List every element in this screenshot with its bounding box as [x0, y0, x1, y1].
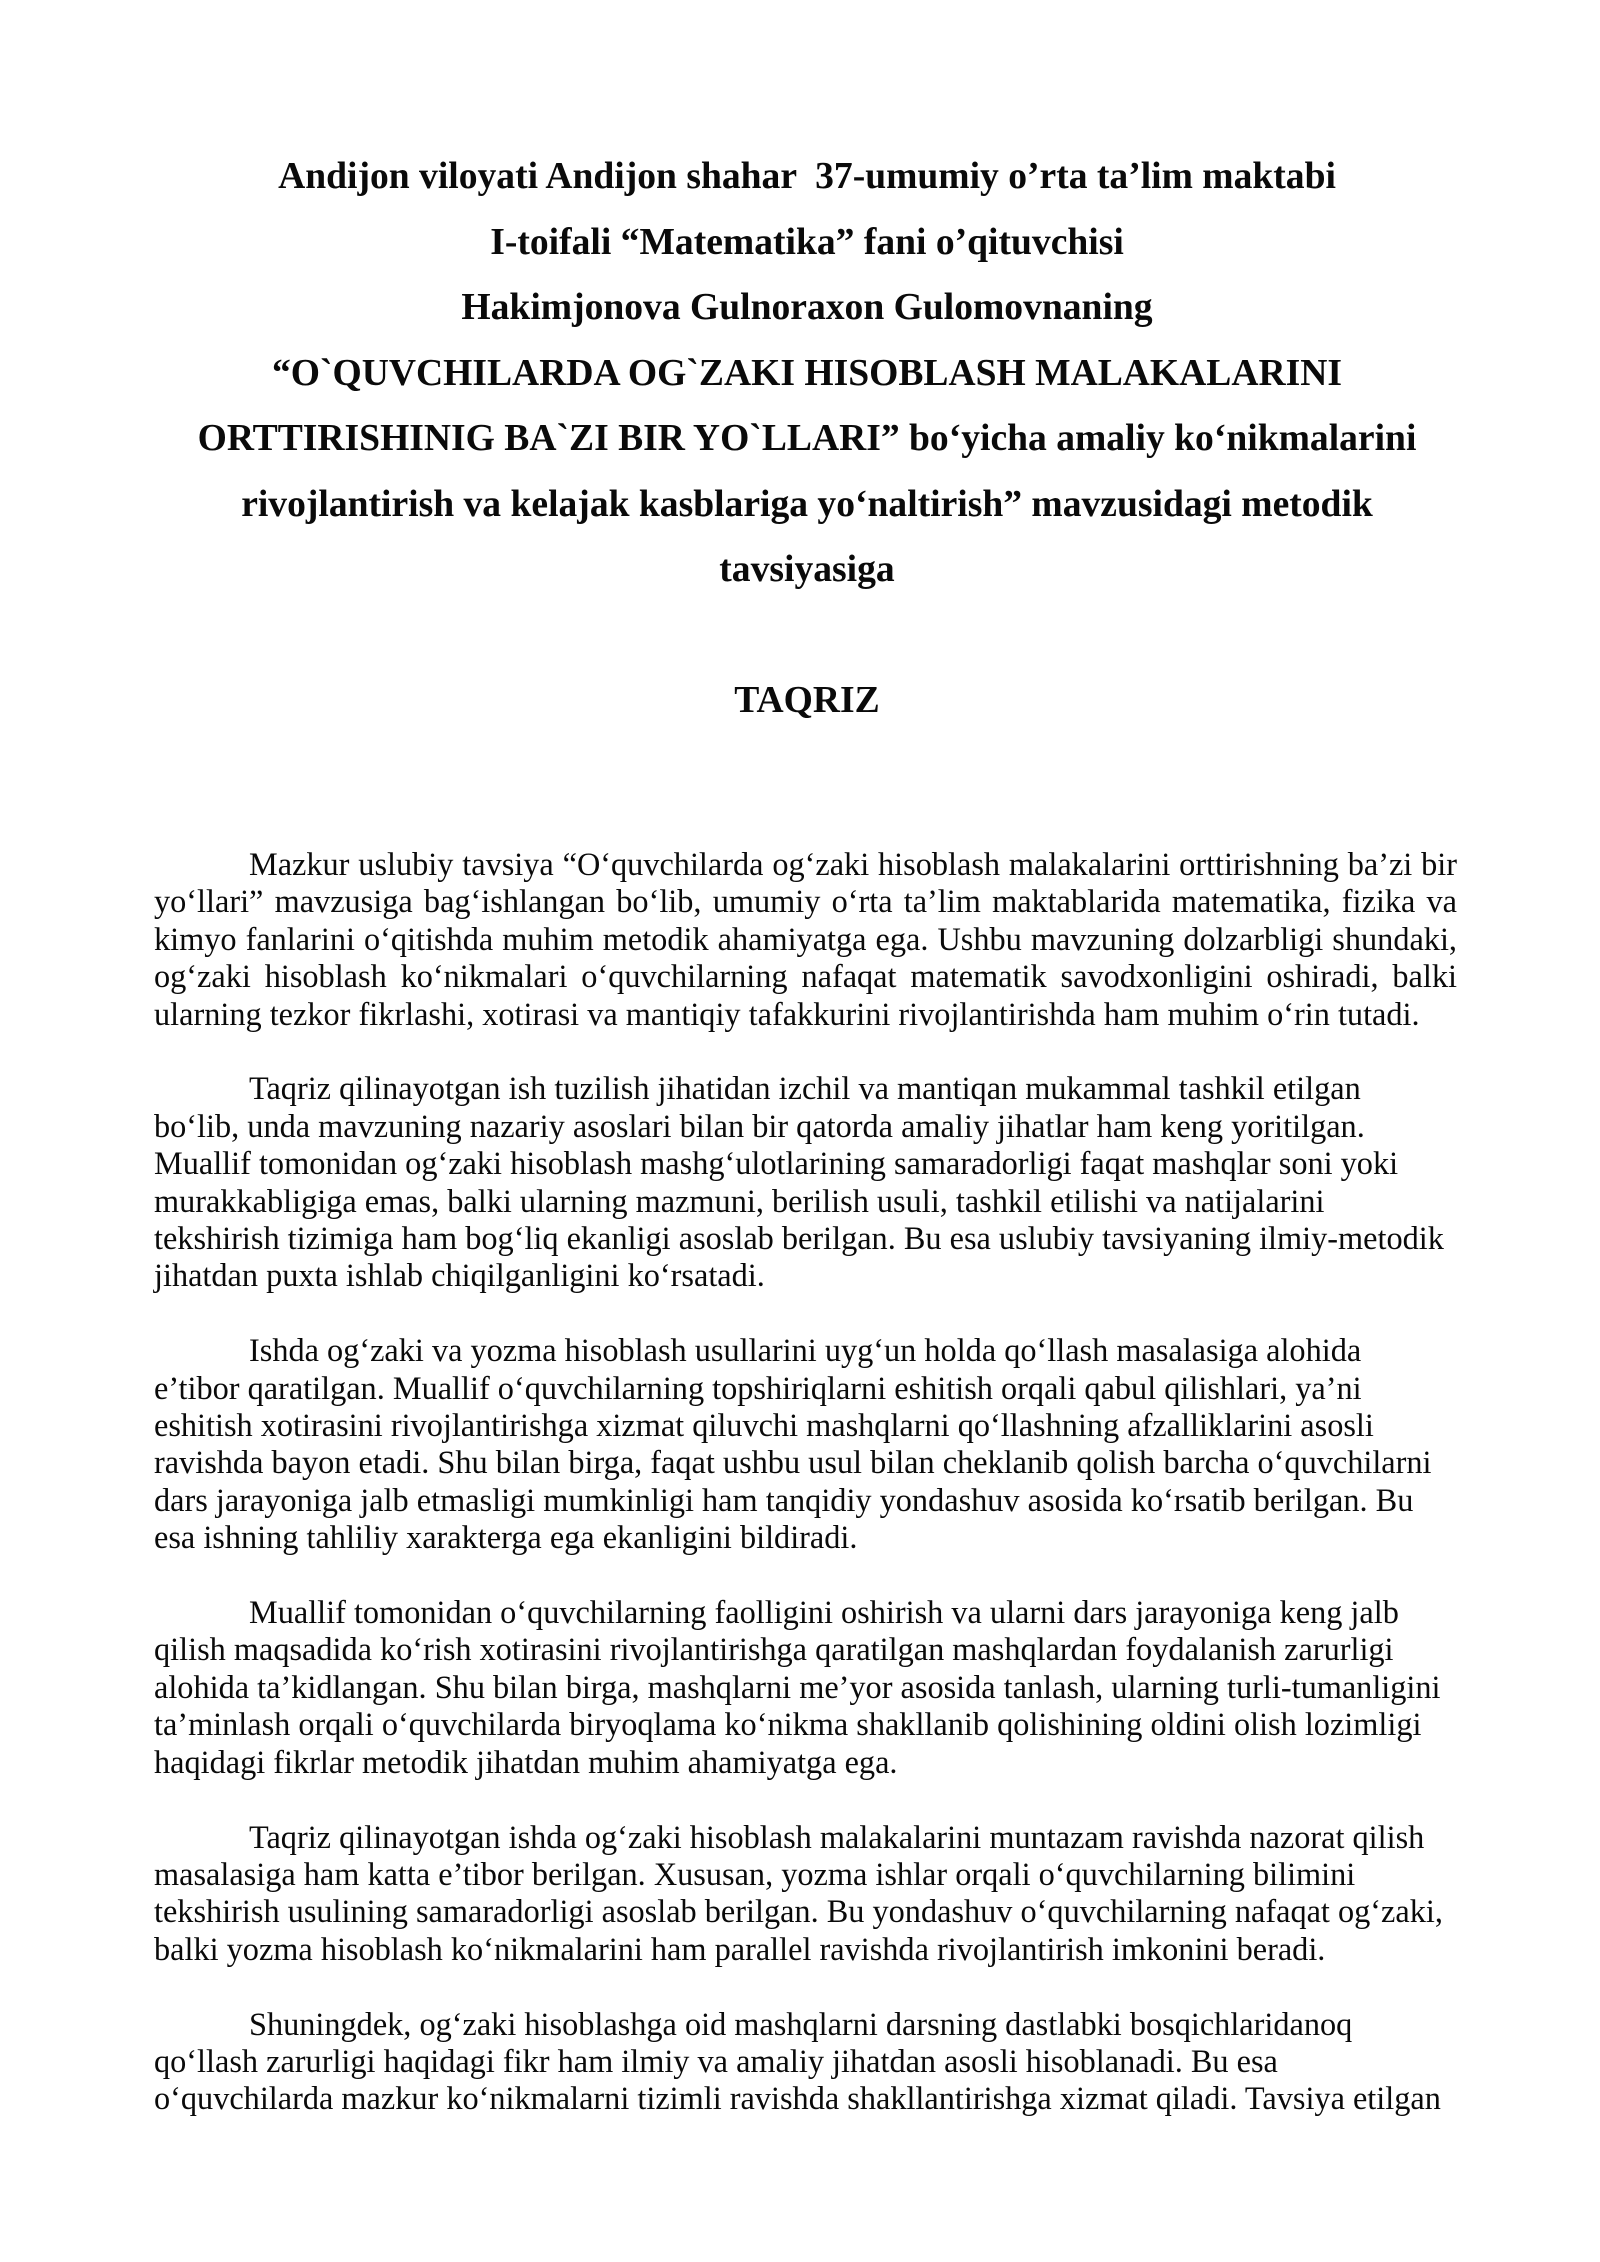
paragraph-line: kimyo fanlarini o‘qitishda muhim metodik ahamiyatga ega. Ushbu mavzuning dolzarbligi shundaki, — [154, 920, 1457, 957]
paragraph-line: tekshirish tizimiga ham bog‘liq ekanligi asoslab berilgan. Bu esa uslubiy tavsiyaning ilmiy-metodik — [154, 1220, 1444, 1257]
paragraph-line: e’tibor qaratilgan. Muallif o‘quvchilarning topshiriqlarni eshitish orqali qabul qilishlari, ya’ni — [154, 1369, 1362, 1406]
paragraph-line: murakkabligiga emas, balki ularning mazmuni, berilish usuli, tashkil etilishi va natijalarini — [154, 1182, 1325, 1219]
document-header — [154, 144, 1460, 734]
paragraph-line: dars jarayoniga jalb etmasligi mumkinligi ham tanqidiy yondashuv asosida ko‘rsatib berilgan. Bu — [154, 1481, 1414, 1518]
paragraph-line: haqidagi fikrlar metodik jihatdan muhim ahamiyatga ega. — [154, 1743, 898, 1780]
header-line-school: Andijon viloyati Andijon shahar 37-umumiy o’rta ta’lim maktabi — [278, 156, 1336, 197]
paragraph-line: tekshirish usulining samaradorligi asoslab berilgan. Bu yondashuv o‘quvchilarning nafaqat og‘zaki, — [154, 1893, 1443, 1930]
paragraph-line: qo‘llash zarurligi haqidagi fikr ham ilmiy va amaliy jihatdan asosli hisoblanadi. Bu esa — [154, 2042, 1278, 2079]
paragraph-line: Muallif tomonidan o‘quvchilarning faolligini oshirish va ularni dars jarayoniga keng jalb — [249, 1594, 1399, 1631]
header-line-topic: “O`QUVCHILARDA OG`ZAKI HISOBLASH MALAKALARINI — [271, 352, 1343, 394]
paragraph-line: alohida ta’kidlangan. Shu bilan birga, mashqlarni me’yor asosida tanlash, ularning turli-tumanligini — [154, 1668, 1441, 1705]
document-title: TAQRIZ — [734, 680, 880, 721]
header-line-author-name: Hakimjonova Gulnoraxon Gulomovnaning — [461, 287, 1153, 328]
paragraph-line: o‘quvchilarda mazkur ko‘nikmalarni tizimli ravishda shakllantirishga xizmat qiladi. Tavsiya etilgan — [154, 2080, 1441, 2117]
paragraph-line: eshitish xotirasini rivojlantirishga xizmat qiluvchi mashqlarni qo‘llashning afzalliklarini asosli — [154, 1407, 1374, 1444]
paragraph-line: Taqriz qilinayotgan ish tuzilish jihatidan izchil va mantiqan mukammal tashkil etilgan — [249, 1070, 1361, 1107]
header-line-topic: rivojlantirish va kelajak kasblariga yo‘naltirish” mavzusidagi metodik — [241, 483, 1373, 525]
paragraph-line: Shuningdek, og‘zaki hisoblashga oid mashqlarni darsning dastlabki bosqichlaridanoq — [249, 2005, 1353, 2042]
paragraph-line: balki yozma hisoblash ko‘nikmalarini ham parallel ravishda rivojlantirish imkonini beradi. — [154, 1930, 1326, 1967]
document-body — [154, 846, 1457, 2155]
paragraph-line: og‘zaki hisoblash ko‘nikmalari o‘quvchilarning nafaqat matematik savodxonligini oshiradi, balki — [154, 958, 1457, 995]
paragraph-line: qilish maqsadida ko‘rish xotirasini rivojlantirishga qaratilgan mashqlardan foydalanish zarurligi — [154, 1631, 1394, 1668]
header-line-teacher-rank: I-toifali “Matematika” fani o’qituvchisi — [490, 221, 1124, 263]
paragraph-line: ravishda bayon etadi. Shu bilan birga, faqat ushbu usul bilan cheklanib qolish barcha o‘quvchilarni — [154, 1444, 1432, 1481]
review-paragraph — [154, 1332, 1457, 1556]
paragraph-line: Taqriz qilinayotgan ishda og‘zaki hisoblash malakalarini muntazam ravishda nazorat qilish — [249, 1818, 1425, 1855]
paragraph-line: Mazkur uslubiy tavsiya “O‘quvchilarda og‘zaki hisoblash malakalarini orttirishning ba’zi bir — [249, 846, 1457, 882]
paragraph-line: esa ishning tahliliy xarakterga ega ekanligini bildiradi. — [154, 1519, 858, 1556]
review-paragraph — [154, 1594, 1457, 1781]
paragraph-line: masalasiga ham katta e’tibor berilgan. Xususan, yozma ishlar orqali o‘quvchilarning bilimini — [154, 1855, 1356, 1892]
header-line-topic: tavsiyasiga — [719, 549, 895, 590]
paragraph-line: ularning tezkor fikrlashi, xotirasi va mantiqiy tafakkurini rivojlantirishda ham muhim o‘rin tutadi. — [154, 995, 1420, 1032]
paragraph-line: bo‘lib, unda mavzuning nazariy asoslari bilan bir qatorda amaliy jihatlar ham keng yoritilgan. — [154, 1107, 1365, 1144]
review-paragraph — [154, 846, 1457, 1033]
review-paragraph — [154, 2006, 1457, 2118]
paragraph-line: Muallif tomonidan og‘zaki hisoblash mashg‘ulotlarining samaradorligi faqat mashqlar soni yoki — [154, 1145, 1399, 1182]
review-paragraph — [154, 1070, 1457, 1294]
header-line-topic: ORTTIRISHINIG BA`ZI BIR YO`LLARI” bo‘yicha amaliy ko‘nikmalarini — [197, 418, 1417, 459]
review-paragraph — [154, 1819, 1457, 1969]
paragraph-line: jihatdan puxta ishlab chiqilganligini ko‘rsatadi. — [154, 1257, 765, 1294]
paragraph-line: yo‘llari” mavzusiga bag‘ishlangan bo‘lib, umumiy o‘rta ta’lim maktablarida matematika, fizika va — [154, 883, 1457, 920]
paragraph-line: Ishda og‘zaki va yozma hisoblash usullarini uyg‘un holda qo‘llash masalasiga alohida — [249, 1332, 1362, 1369]
paragraph-line: ta’minlash orqali o‘quvchilarda biryoqlama ko‘nikma shakllanib qolishining oldini olish lozimligi — [154, 1706, 1422, 1743]
